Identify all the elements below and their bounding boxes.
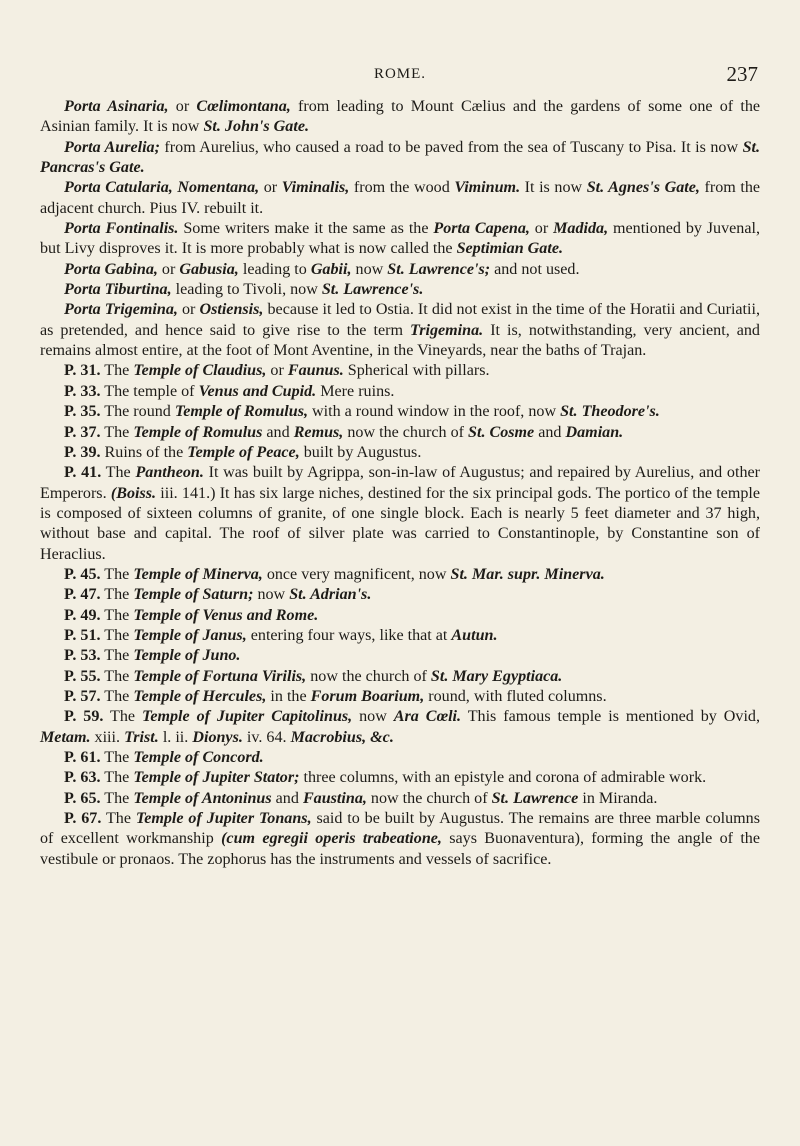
italic-phrase: St. Cosme [468, 423, 535, 441]
italic-phrase: St. Agnes's Gate, [586, 179, 700, 197]
text-run: and [271, 789, 303, 807]
text-run: iii. 141.) It has six large niches, destined for the six principal gods. The portico of the temple is composed of sixteen columns of granite, of one single block. Each is nearly 5 feet diameter and 37 high, without base and capital. The roof of silver plate was carried to Constantinople, by Constantine son of Heraclius. [40, 484, 760, 563]
text-run: built by Augustus. [299, 443, 422, 461]
plate-reference: P. 63. [64, 769, 101, 787]
paragraph [40, 606, 760, 626]
paragraph [40, 260, 760, 280]
paragraph [40, 138, 760, 179]
paragraph [40, 97, 760, 138]
italic-phrase: Remus, [293, 423, 344, 441]
paragraph [40, 789, 760, 809]
italic-phrase: (Boiss. [110, 484, 157, 502]
italic-phrase: Temple of Peace, [187, 443, 300, 461]
italic-phrase: Autun. [451, 626, 498, 644]
text-run: xiii. [90, 728, 125, 746]
plate-reference: P. 59. [64, 708, 104, 726]
italic-phrase: St. Theodore's. [560, 403, 660, 421]
plate-reference: P. 37. [64, 423, 101, 441]
italic-phrase: St. John's Gate. [203, 118, 309, 136]
text-run: says Buonaventura), forming the angle of the vestibule or pronaos. The zophorus has the instruments and vessels of sacrifice. [40, 830, 760, 868]
paragraph [40, 463, 760, 565]
text-run: with a round window in the roof, now [307, 403, 561, 421]
paragraph [40, 565, 760, 585]
text-run: from Aurelius, who caused a road to be paved from the sea of Tuscany to Pisa. It is now [159, 138, 743, 156]
text-run: The round [100, 403, 175, 421]
italic-phrase: Forum Boarium, [310, 687, 425, 705]
plate-reference: P. 51. [64, 626, 101, 644]
plate-reference: P. 65. [64, 789, 101, 807]
plate-reference: P. 53. [64, 647, 101, 665]
text-run: The [100, 362, 134, 380]
text-run: Mere ruins. [316, 382, 395, 400]
text-run: The [101, 464, 136, 482]
paragraph [40, 300, 760, 361]
italic-phrase: Ara Cœli. [393, 708, 462, 726]
italic-phrase: Temple of Romulus, [174, 403, 308, 421]
italic-phrase: Temple of Venus and Rome. [133, 606, 319, 624]
text-run: The [100, 586, 134, 604]
italic-phrase: Macrobius, &c. [290, 728, 394, 746]
paragraph [40, 178, 760, 219]
italic-phrase: Temple of Jupiter Stator; [133, 769, 300, 787]
text-run: The [100, 687, 134, 705]
text-run: or [529, 220, 554, 238]
paragraph [40, 707, 760, 748]
paragraph [40, 667, 760, 687]
italic-phrase: Venus and Cupid. [198, 382, 317, 400]
italic-phrase: Faustina, [302, 789, 367, 807]
paragraph [40, 382, 760, 402]
text-run: now the church of [366, 789, 492, 807]
paragraph [40, 768, 760, 788]
text-run: and [534, 423, 566, 441]
text-run: or [157, 260, 180, 278]
text-run: once very magnificent, now [262, 565, 451, 583]
text-run: or [259, 179, 282, 197]
text-run: three columns, with an epistyle and corona of admirable work. [299, 769, 707, 787]
text-run: The [100, 565, 134, 583]
paragraph [40, 423, 760, 443]
text-run: The [100, 789, 134, 807]
text-run: and not used. [490, 260, 580, 278]
italic-phrase: Porta Tiburtina, [64, 281, 172, 299]
paragraph [40, 748, 760, 768]
italic-phrase: Trigemina. [410, 321, 484, 339]
text-run: leading to [238, 260, 311, 278]
plate-reference: P. 33. [64, 382, 101, 400]
text-run: The [100, 423, 134, 441]
italic-phrase: St. Pancras's Gate. [40, 138, 761, 177]
text-run: and [262, 423, 294, 441]
italic-phrase: St. Mary Egyptiaca. [430, 667, 563, 685]
text-run: now the church of [343, 423, 469, 441]
paragraph [40, 626, 760, 646]
text-run: The [103, 708, 142, 726]
text-run: now [351, 260, 388, 278]
text-run: now [352, 708, 394, 726]
plate-reference: P. 45. [64, 565, 101, 583]
italic-phrase: Temple of Jupiter Tonans, [135, 810, 312, 828]
italic-phrase: Pantheon. [135, 464, 204, 482]
italic-phrase: Faunus. [287, 362, 344, 380]
text-run: Some writers make it the same as the [178, 220, 434, 238]
plate-reference: P. 61. [64, 749, 101, 766]
italic-phrase: Temple of Janus, [133, 626, 247, 644]
italic-phrase: Cœlimontana, [196, 98, 291, 115]
italic-phrase: Porta Capena, [433, 220, 530, 238]
italic-phrase: Porta Fontinalis. [64, 220, 179, 238]
paragraph [40, 687, 760, 707]
text-run: entering four ways, like that at [246, 626, 452, 644]
text-run: in the [266, 687, 311, 705]
text-run: The [100, 769, 134, 787]
italic-phrase: Temple of Juno. [133, 647, 241, 665]
italic-phrase: Temple of Fortuna Virilis, [133, 667, 307, 685]
italic-phrase: Temple of Claudius, [133, 362, 267, 380]
text-run: The [100, 667, 134, 685]
text-run: The [100, 606, 134, 624]
italic-phrase: Porta Trigemina, [64, 301, 178, 319]
text-run: The temple of [100, 382, 199, 400]
plate-reference: P. 31. [64, 362, 101, 380]
italic-phrase: Porta Aurelia; [64, 138, 160, 156]
italic-phrase: Temple of Jupiter Capitolinus, [142, 708, 353, 726]
italic-phrase: Porta Catularia, Nomentana, [64, 179, 260, 197]
italic-phrase: Ostiensis, [199, 301, 264, 319]
italic-phrase: Gabusia, [179, 260, 239, 278]
paragraph [40, 585, 760, 605]
italic-phrase: Temple of Minerva, [133, 565, 263, 583]
text-run: Spherical with pillars. [343, 362, 490, 380]
text-run: in Miranda. [578, 789, 658, 807]
italic-phrase: St. Lawrence's. [321, 281, 424, 299]
text-run: l. ii. [158, 728, 193, 746]
italic-phrase: Temple of Romulus [133, 423, 263, 441]
running-title: ROME. [373, 66, 427, 82]
plate-reference: P. 57. [64, 687, 101, 705]
text-run: The [101, 810, 136, 828]
plate-reference: P. 47. [64, 586, 101, 604]
italic-phrase: Metam. [40, 728, 91, 746]
text-run: The [100, 647, 134, 665]
paragraph [40, 443, 760, 463]
paragraph [40, 280, 760, 300]
paragraph [40, 402, 760, 422]
text-run: iv. 64. [242, 728, 291, 746]
text-run: said to be built by Augustus. The remains are three marble columns of excellent workmanship [40, 810, 760, 848]
italic-phrase: Temple of Concord. [133, 749, 264, 766]
text-run: from leading to Mount Cælius and the gardens of some one of the Asinian family. It is now [40, 98, 761, 136]
paragraph [40, 646, 760, 666]
italic-phrase: St. Lawrence [491, 789, 579, 807]
italic-phrase: St. Lawrence's; [387, 260, 491, 278]
italic-phrase: Temple of Antoninus [133, 789, 272, 807]
italic-phrase: (cum egregii operis trabeatione, [221, 830, 442, 848]
text-run: The [100, 749, 134, 766]
plate-reference: P. 41. [64, 464, 102, 482]
plate-reference: P. 55. [64, 667, 101, 685]
text-run: The [100, 626, 134, 644]
italic-phrase: Viminum. [454, 179, 521, 197]
body-text [40, 97, 760, 870]
text-run: It was built by Agrippa, son-in-law of Augustus; and repaired by Aurelius, and other Emperors. [40, 464, 760, 502]
plate-reference: P. 39. [64, 443, 101, 461]
text-run: now the church of [306, 667, 431, 685]
text-run: Ruins of the [100, 443, 188, 461]
italic-phrase: Viminalis, [281, 179, 350, 197]
italic-phrase: Madida, [553, 220, 609, 238]
italic-phrase: Gabii, [310, 260, 352, 278]
text-run: It is now [520, 179, 587, 197]
italic-phrase: Damian. [565, 423, 624, 441]
italic-phrase: Dionys. [192, 728, 243, 746]
plate-reference: P. 49. [64, 606, 101, 624]
text-run: from the adjacent church. Pius IV. rebuilt it. [40, 179, 761, 217]
paragraph [40, 809, 760, 870]
text-run: from the wood [349, 179, 455, 197]
italic-phrase: St. Mar. supr. Minerva. [450, 565, 605, 583]
text-run: or [266, 362, 288, 380]
plate-reference: P. 35. [64, 403, 101, 421]
text-run: or [177, 301, 200, 319]
text-run: now [253, 586, 290, 604]
italic-phrase: Temple of Hercules, [133, 687, 267, 705]
text-run: It is, notwithstanding, very ancient, and remains almost entire, at the foot of Mont Aventine, in the Vineyards, near the baths of Trajan. [40, 321, 760, 360]
paragraph [40, 219, 760, 260]
text-run: mentioned by Juvenal, but Livy disproves it. It is more probably what is now called the [40, 220, 760, 258]
book-page [40, 62, 760, 870]
plate-reference: P. 67. [64, 810, 102, 828]
page-number: 237 [726, 62, 758, 86]
italic-phrase: Porta Gabina, [64, 260, 158, 278]
text-run: leading to Tivoli, now [171, 281, 322, 299]
italic-phrase: Porta Asinaria, [64, 98, 169, 115]
running-head [40, 62, 760, 88]
italic-phrase: Septimian Gate. [456, 240, 563, 258]
text-run: because it led to Ostia. It did not exist in the time of the Horatii and Curiatii, as pretended, and hence said to give rise to the term [40, 301, 760, 339]
text-run: or [168, 98, 197, 115]
italic-phrase: Temple of Saturn; [133, 586, 254, 604]
text-run: round, with fluted columns. [424, 687, 607, 705]
italic-phrase: St. Adrian's. [289, 586, 372, 604]
text-run: This famous temple is mentioned by Ovid, [461, 708, 760, 726]
italic-phrase: Trist. [124, 728, 159, 746]
paragraph [40, 361, 760, 381]
